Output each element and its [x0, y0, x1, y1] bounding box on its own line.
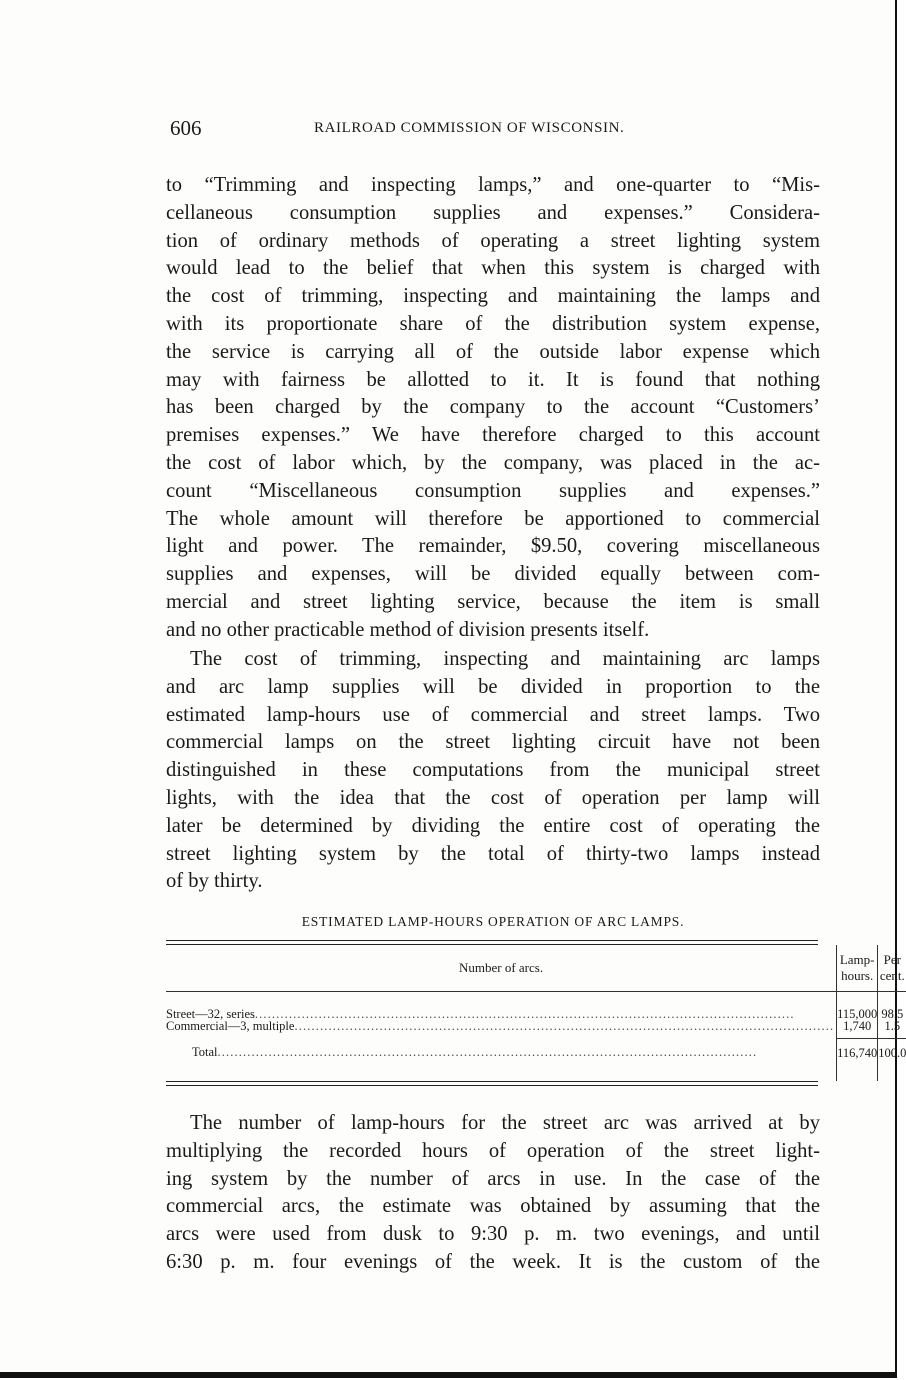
text-line: estimated lamp-hours use of commercial and street lamps. Two: [166, 703, 820, 726]
text-line: commercial lamps on the street lighting circuit have not been: [166, 731, 820, 754]
text-line: the cost of labor which, by the company, was placed in the ac-: [166, 451, 820, 474]
text-line: ing system by the number of arcs in use. In the case of the: [166, 1167, 820, 1190]
text-line: premises expenses.” We have therefore charged to this account: [166, 424, 820, 447]
cell-lamp-hours: 115,000: [837, 1007, 878, 1021]
text-line: street lighting system by the total of thirty-two lamps instead: [166, 842, 820, 865]
text-line: mercial and street lighting service, because the item is small: [166, 590, 820, 613]
table-title: ESTIMATED LAMP-HOURS OPERATION OF ARC LAMPS.: [301, 914, 685, 929]
text-line: 6:30 p. m. four evenings of the week. It is the custom of the: [166, 1250, 820, 1273]
text-line: tion of ordinary methods of operating a street lighting system: [166, 229, 820, 252]
cell-lamp-hours: 1,740: [837, 1020, 878, 1039]
text-line: later be determined by dividing the entire cost of operating the: [166, 814, 820, 837]
table-grid: [166, 945, 906, 1081]
text-line: the service is carrying all of the outside labor expense which: [166, 340, 820, 363]
column-header-lamp-hours: Lamp-hours.: [837, 945, 878, 992]
lamp-hours-table: [166, 940, 906, 1086]
text-line: may with fairness be allotted to it. It is found that nothing: [166, 368, 820, 391]
row-label-street: Street—32, series: [166, 1007, 255, 1021]
paragraph-1: [166, 172, 820, 645]
leader-dots: [294, 1020, 832, 1032]
text-line: the cost of trimming, inspecting and maintaining the lamps and: [166, 285, 820, 308]
text-line: cellaneous consumption supplies and expenses.” Considera-: [166, 201, 820, 224]
cell-total-percent: 100.0: [878, 1039, 906, 1068]
leader-dots: [255, 1008, 832, 1020]
table-total-row: [166, 1039, 906, 1068]
text-line: The number of lamp-hours for the street arc was arrived at by: [190, 1112, 820, 1134]
text-line: would lead to the belief that when this system is charged with: [166, 257, 820, 280]
running-head: RAILROAD COMMISSION OF WISCONSIN.: [314, 120, 625, 136]
paragraph-3: [166, 1110, 820, 1277]
text-line: The whole amount will therefore be apportioned to commercial: [166, 507, 820, 530]
text-line: and arc lamp supplies will be divided in proportion to the: [166, 675, 820, 698]
text-line: multiplying the recorded hours of operation of the street light-: [166, 1139, 820, 1162]
cell-percent: 98.5: [878, 1008, 906, 1020]
text-line: distinguished in these computations from the municipal street: [166, 759, 820, 782]
cell-total-lamp-hours: 116,740: [837, 1039, 878, 1068]
paragraph-2: [166, 646, 820, 896]
text-line: has been charged by the company to the account “Customers’: [166, 396, 820, 419]
text-line: light and power. The remainder, $9.50, covering miscellaneous: [166, 535, 820, 558]
text-line: of by thirty.: [166, 870, 263, 893]
text-line: with its proportionate share of the distribution system expense,: [166, 312, 820, 335]
text-line: and no other practicable method of division presents itself.: [166, 618, 650, 641]
text-line: count “Miscellaneous consumption supplies and expenses.”: [166, 479, 820, 502]
row-label-total: Total: [192, 1045, 218, 1060]
text-line: supplies and expenses, will be divided equally between com-: [166, 563, 820, 586]
table-bottom-rule: [166, 1081, 818, 1086]
column-header-percent: Per cent.: [878, 945, 906, 992]
leader-dots: [218, 1045, 833, 1060]
text-line: to “Trimming and inspecting lamps,” and one-quarter to “Mis-: [166, 174, 820, 196]
page-number: 606: [170, 116, 202, 140]
text-line: The cost of trimming, inspecting and maintaining arc lamps: [190, 648, 820, 670]
row-label-commercial: Commercial—3, multiple: [166, 1019, 295, 1034]
text-line: lights, with the idea that the cost of operation per lamp will: [166, 786, 820, 809]
text-line: commercial arcs, the estimate was obtained by assuming that the: [166, 1195, 820, 1218]
page-header: [170, 116, 820, 146]
table-row: [166, 1020, 906, 1039]
cell-percent: 1.5: [878, 1020, 906, 1039]
text-line: arcs were used from dusk to 9:30 p. m. two evenings, and until: [166, 1223, 820, 1246]
table-row: [166, 1008, 906, 1020]
column-header-arcs: Number of arcs.: [166, 945, 837, 992]
